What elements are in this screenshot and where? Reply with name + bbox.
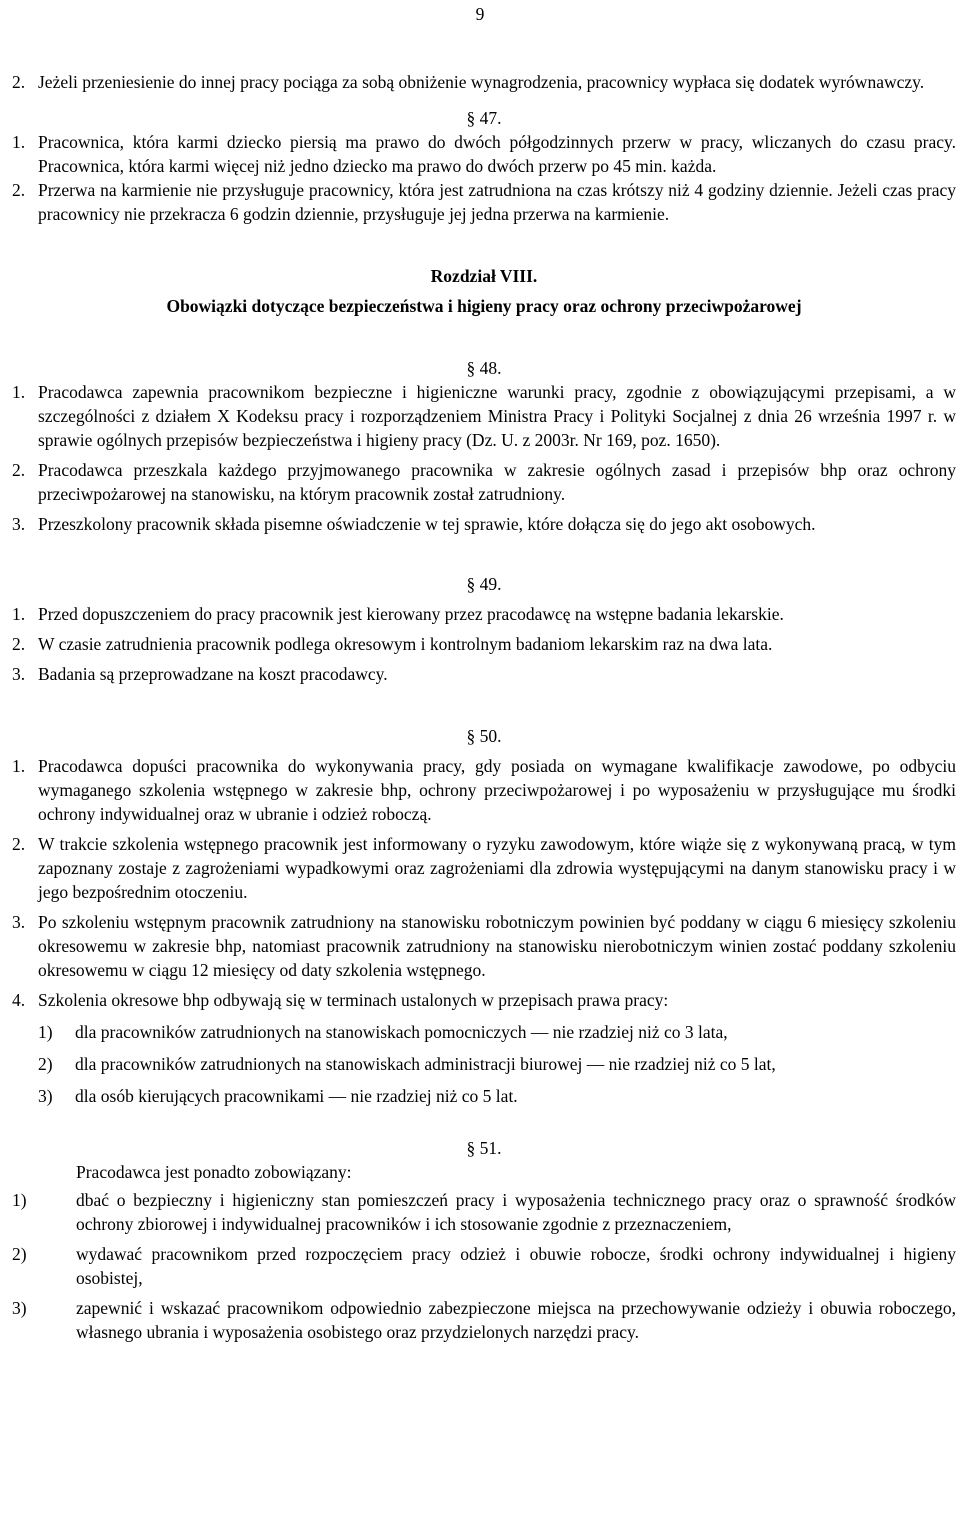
item-number: 3) bbox=[12, 1298, 27, 1318]
section-51-list bbox=[12, 1188, 956, 1344]
item-number: 2. bbox=[12, 634, 26, 654]
item-number: 2. bbox=[12, 180, 26, 200]
list-item bbox=[12, 130, 956, 178]
item-text: Przeszkolony pracownik składa pisemne oświadczenie w tej sprawie, które dołącza się do jego akt osobowych. bbox=[38, 514, 816, 534]
list-item bbox=[12, 512, 956, 536]
section-47-title: § 47. bbox=[466, 108, 502, 128]
item-text: Pracodawca zapewnia pracownikom bezpieczne i higieniczne warunki pracy, zgodnie z obowiązującymi przepisami, a w szczególności z działem X Kodeksu pracy i rozporządzeniem Ministra Pracy i Polityki Socjalnej z dnia 26 września 1997 r. w sprawie ogólnych przepisów bezpieczeństwa i higieny pracy (Dz. U. z 2003r. Nr 169, poz. 1650). bbox=[38, 382, 956, 450]
item-number: 3. bbox=[12, 664, 26, 684]
sub-list-item bbox=[38, 1020, 956, 1044]
list-item bbox=[12, 910, 956, 982]
item-text: Pracodawca dopuści pracownika do wykonywania pracy, gdy posiada on wymagane kwalifikacje zawodowe, po odbyciu wymaganego szkolenia wstępnego w zakresie bhp, ochrony przeciwpożarowej i po wyposażeniu w przysługujące mu środki ochrony indywidualnej oraz w ubranie i odzież roboczą. bbox=[38, 756, 956, 824]
item-text: W czasie zatrudnienia pracownik podlega okresowym i kontrolnym badaniom lekarskim raz na dwa lata. bbox=[38, 634, 773, 654]
item-number: 1. bbox=[12, 756, 26, 776]
item-text: W trakcie szkolenia wstępnego pracownik jest informowany o ryzyku zawodowym, które wiąże się z wykonywaną pracą, w tym zapoznany zostaje z zagrożeniami wypadkowymi oraz zagrożeniami dla zdrowia występującymi na danym stanowisku pracy i w jego bezpośrednim otoczeniu. bbox=[38, 834, 956, 902]
section-51-intro: Pracodawca jest ponadto zobowiązany: bbox=[76, 1162, 352, 1182]
item-number: 4. bbox=[12, 990, 26, 1010]
item-text: dla osób kierujących pracownikami — nie rzadziej niż co 5 lat. bbox=[75, 1086, 518, 1106]
list-item bbox=[12, 380, 956, 452]
item-text: zapewnić i wskazać pracownikom odpowiednio zabezpieczone miejsca na przechowywanie odzieży i obuwia roboczego, własnego ubrania i wyposażenia osobistego oraz przydzielonych narzędzi pracy. bbox=[76, 1298, 956, 1342]
item-number: 2. bbox=[12, 72, 26, 92]
list-item bbox=[12, 458, 956, 506]
item-text: Pracownica, która karmi dziecko piersią ma prawo do dwóch półgodzinnych przerw w pracy, wliczanych do czasu pracy. Pracownica, która karmi więcej niż jedno dziecko ma prawo do dwóch przerw po 45 min. każda. bbox=[38, 132, 956, 176]
item-number: 1) bbox=[12, 1190, 27, 1210]
list-item bbox=[12, 754, 956, 826]
section-51-title: § 51. bbox=[466, 1138, 502, 1158]
item-number: 2) bbox=[38, 1054, 53, 1074]
item-number: 1. bbox=[12, 132, 26, 152]
page-number: 9 bbox=[475, 4, 485, 24]
item-number: 1) bbox=[38, 1022, 53, 1042]
item-number: 1. bbox=[12, 382, 26, 402]
item-text: Przed dopuszczeniem do pracy pracownik jest kierowany przez pracodawcę na wstępne badania lekarskie. bbox=[38, 604, 784, 624]
item-text: Po szkoleniu wstępnym pracownik zatrudniony na stanowisku robotniczym powinien być poddany w ciągu 6 miesięcy szkoleniu okresowemu w zakresie bhp, natomiast pracownik zatrudniony na stanowisku nierobotniczym winien zostać poddany szkoleniu okresowemu w ciągu 12 miesięcy od daty szkolenia wstępnego. bbox=[38, 912, 956, 980]
item-text: Szkolenia okresowe bhp odbywają się w terminach ustalonych w przepisach prawa pracy: bbox=[38, 990, 669, 1010]
sub-list bbox=[38, 1020, 956, 1108]
item-text: Pracodawca przeszkala każdego przyjmowanego pracownika w zakresie ogólnych zasad i przepisów bhp oraz ochrony przeciwpożarowej na stanowisku, na którym pracownik został zatrudniony. bbox=[38, 460, 956, 504]
sub-list-item bbox=[38, 1084, 956, 1108]
item-number: 2. bbox=[12, 460, 26, 480]
list-item bbox=[12, 832, 956, 904]
item-number: 3. bbox=[12, 912, 26, 932]
item-number: 3) bbox=[38, 1086, 53, 1106]
list-item bbox=[12, 70, 956, 94]
list-item bbox=[12, 632, 956, 656]
item-number: 3. bbox=[12, 514, 26, 534]
item-text: wydawać pracownikom przed rozpoczęciem pracy odzież i obuwie robocze, środki ochrony indywidualnej i higieny osobistej, bbox=[76, 1244, 956, 1288]
list-item bbox=[12, 662, 956, 686]
list-item bbox=[12, 602, 956, 626]
chapter-title: Rozdział VIII. bbox=[430, 266, 538, 286]
item-text: Badania są przeprowadzane na koszt pracodawcy. bbox=[38, 664, 388, 684]
item-text: Jeżeli przeniesienie do innej pracy pociąga za sobą obniżenie wynagrodzenia, pracownicy wypłaca się dodatek wyrównawczy. bbox=[38, 72, 925, 92]
sub-list-item bbox=[38, 1052, 956, 1076]
section-49-title: § 49. bbox=[466, 574, 502, 594]
list-item bbox=[12, 1296, 956, 1344]
item-text: dla pracowników zatrudnionych na stanowiskach pomocniczych — nie rzadziej niż co 3 lata, bbox=[75, 1022, 728, 1042]
document-body bbox=[12, 70, 956, 1350]
item-number: 2) bbox=[12, 1244, 27, 1264]
chapter-subtitle: Obowiązki dotyczące bezpieczeństwa i higieny pracy oraz ochrony przeciwpożarowej bbox=[166, 296, 802, 316]
list-item bbox=[12, 1242, 956, 1290]
section-48-title: § 48. bbox=[466, 358, 502, 378]
item-number: 1. bbox=[12, 604, 26, 624]
item-text: dbać o bezpieczny i higieniczny stan pomieszczeń pracy i wyposażenia technicznego pracy oraz o sprawność środków ochrony zbiorowej i indywidualnej pracowników i ich stosowanie zgodnie z przeznaczeniem, bbox=[76, 1190, 956, 1234]
list-item bbox=[12, 988, 956, 1012]
list-item bbox=[12, 178, 956, 226]
item-text: Przerwa na karmienie nie przysługuje pracownicy, która jest zatrudniona na czas krótszy niż 4 godziny dziennie. Jeżeli czas pracy pracownicy nie przekracza 6 godzin dziennie, przysługuje jej jedna przerwa na karmienie. bbox=[38, 180, 956, 224]
item-text: dla pracowników zatrudnionych na stanowiskach administracji biurowej — nie rzadziej niż co 5 lat, bbox=[75, 1054, 776, 1074]
item-number: 2. bbox=[12, 834, 26, 854]
list-item bbox=[12, 1188, 956, 1236]
section-50-title: § 50. bbox=[466, 726, 502, 746]
